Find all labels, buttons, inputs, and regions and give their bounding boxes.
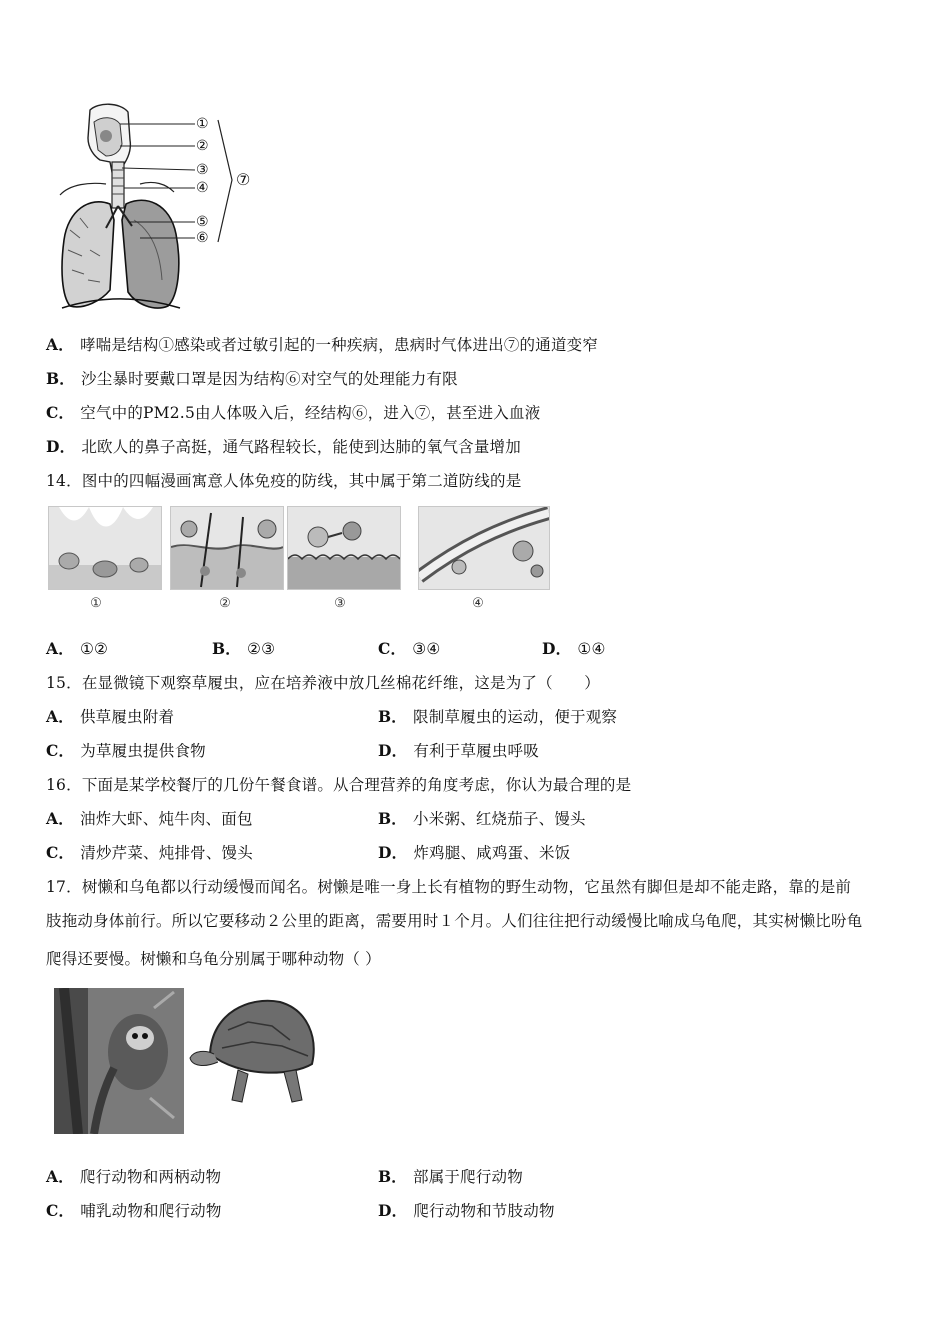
figure-label-1: ① <box>196 116 209 132</box>
q13-option-b: B． 沙尘暴时要戴口罩是因为结构⑥对空气的处理能力有限 <box>46 369 458 388</box>
figure-label-2: ② <box>196 138 209 154</box>
q14-option-d: D． ①④ <box>542 639 606 658</box>
figure-label-6: ⑥ <box>196 230 209 246</box>
figure-label-4: ④ <box>196 180 209 196</box>
panel-label-1: ① <box>90 596 102 611</box>
panel-label-2: ② <box>219 596 231 611</box>
q14-option-a: A． ①② <box>46 639 109 658</box>
figure-label-3: ③ <box>196 162 209 178</box>
q16-option-a: A． 油炸大虾、炖牛肉、面包 <box>46 809 253 828</box>
immunity-panel-2 <box>170 506 284 590</box>
q14-stem: 14．图中的四幅漫画寓意人体免疫的防线，其中属于第二道防线的是 <box>46 472 522 490</box>
panel-label-3: ③ <box>334 596 346 611</box>
q13-option-a: A． 哮喘是结构①感染或者过敏引起的一种疾病，患病时气体进出⑦的通道变窄 <box>46 335 599 354</box>
q15-option-a: A． 供草履虫附着 <box>46 707 175 726</box>
turtle-photo <box>188 990 326 1120</box>
q17-stem-line-1: 17．树懒和乌龟都以行动缓慢而闻名。树懒是唯一身上长有植物的野生动物，它虽然有脚但是却不能走路，靠的是前 <box>46 878 852 896</box>
immunity-panel-3 <box>287 506 401 590</box>
q15-option-c: C． 为草履虫提供食物 <box>46 741 206 760</box>
q15-option-d: D． 有利于草履虫呼吸 <box>378 741 539 760</box>
immunity-panel-1 <box>48 506 162 590</box>
q15-option-b: B． 限制草履虫的运动，便于观察 <box>378 707 618 726</box>
sloth-photo <box>54 988 184 1134</box>
q16-option-c: C． 清炒芹菜、炖排骨、馒头 <box>46 843 253 862</box>
q17-option-d: D． 爬行动物和节肢动物 <box>378 1201 555 1220</box>
q16-option-d: D． 炸鸡腿、咸鸡蛋、米饭 <box>378 843 571 862</box>
q14-option-c: C． ③④ <box>378 639 441 658</box>
q17-option-b: B． 部属于爬行动物 <box>378 1167 523 1186</box>
figure-label-5: ⑤ <box>196 214 209 230</box>
q17-stem-line-2: 肢拖动身体前行。所以它要移动２公里的距离，需要用时１个月。人们往往把行动缓慢比喻成乌龟爬，其实树懒比吩龟 <box>46 912 863 930</box>
q16-option-b: B． 小米粥、红烧茄子、馒头 <box>378 809 586 828</box>
q17-option-c: C． 哺乳动物和爬行动物 <box>46 1201 222 1220</box>
respiratory-system-figure <box>50 100 270 315</box>
q13-option-d: D． 北欧人的鼻子高挺，通气路程较长，能使到达肺的氧气含量增加 <box>46 437 521 456</box>
q17-option-a: A． 爬行动物和两柄动物 <box>46 1167 222 1186</box>
q16-stem: 16．下面是某学校餐厅的几份午餐食谱。从合理营养的角度考虑，你认为最合理的是 <box>46 776 632 794</box>
panel-label-4: ④ <box>472 596 484 611</box>
respiratory-diagram <box>50 100 270 315</box>
q13-option-c: C． 空气中的PM2.5由人体吸入后，经结构⑥，进入⑦，甚至进入血液 <box>46 403 541 422</box>
q14-option-b: B． ②③ <box>212 639 276 658</box>
q17-stem-line-3: 爬得还要慢。树懒和乌龟分别属于哪种动物（ ） <box>46 950 381 968</box>
q15-stem: 15．在显微镜下观察草履虫，应在培养液中放几丝棉花纤维，这是为了（ ） <box>46 674 600 692</box>
immunity-panel-4 <box>418 506 550 590</box>
figure-label-7: ⑦ <box>236 170 251 189</box>
